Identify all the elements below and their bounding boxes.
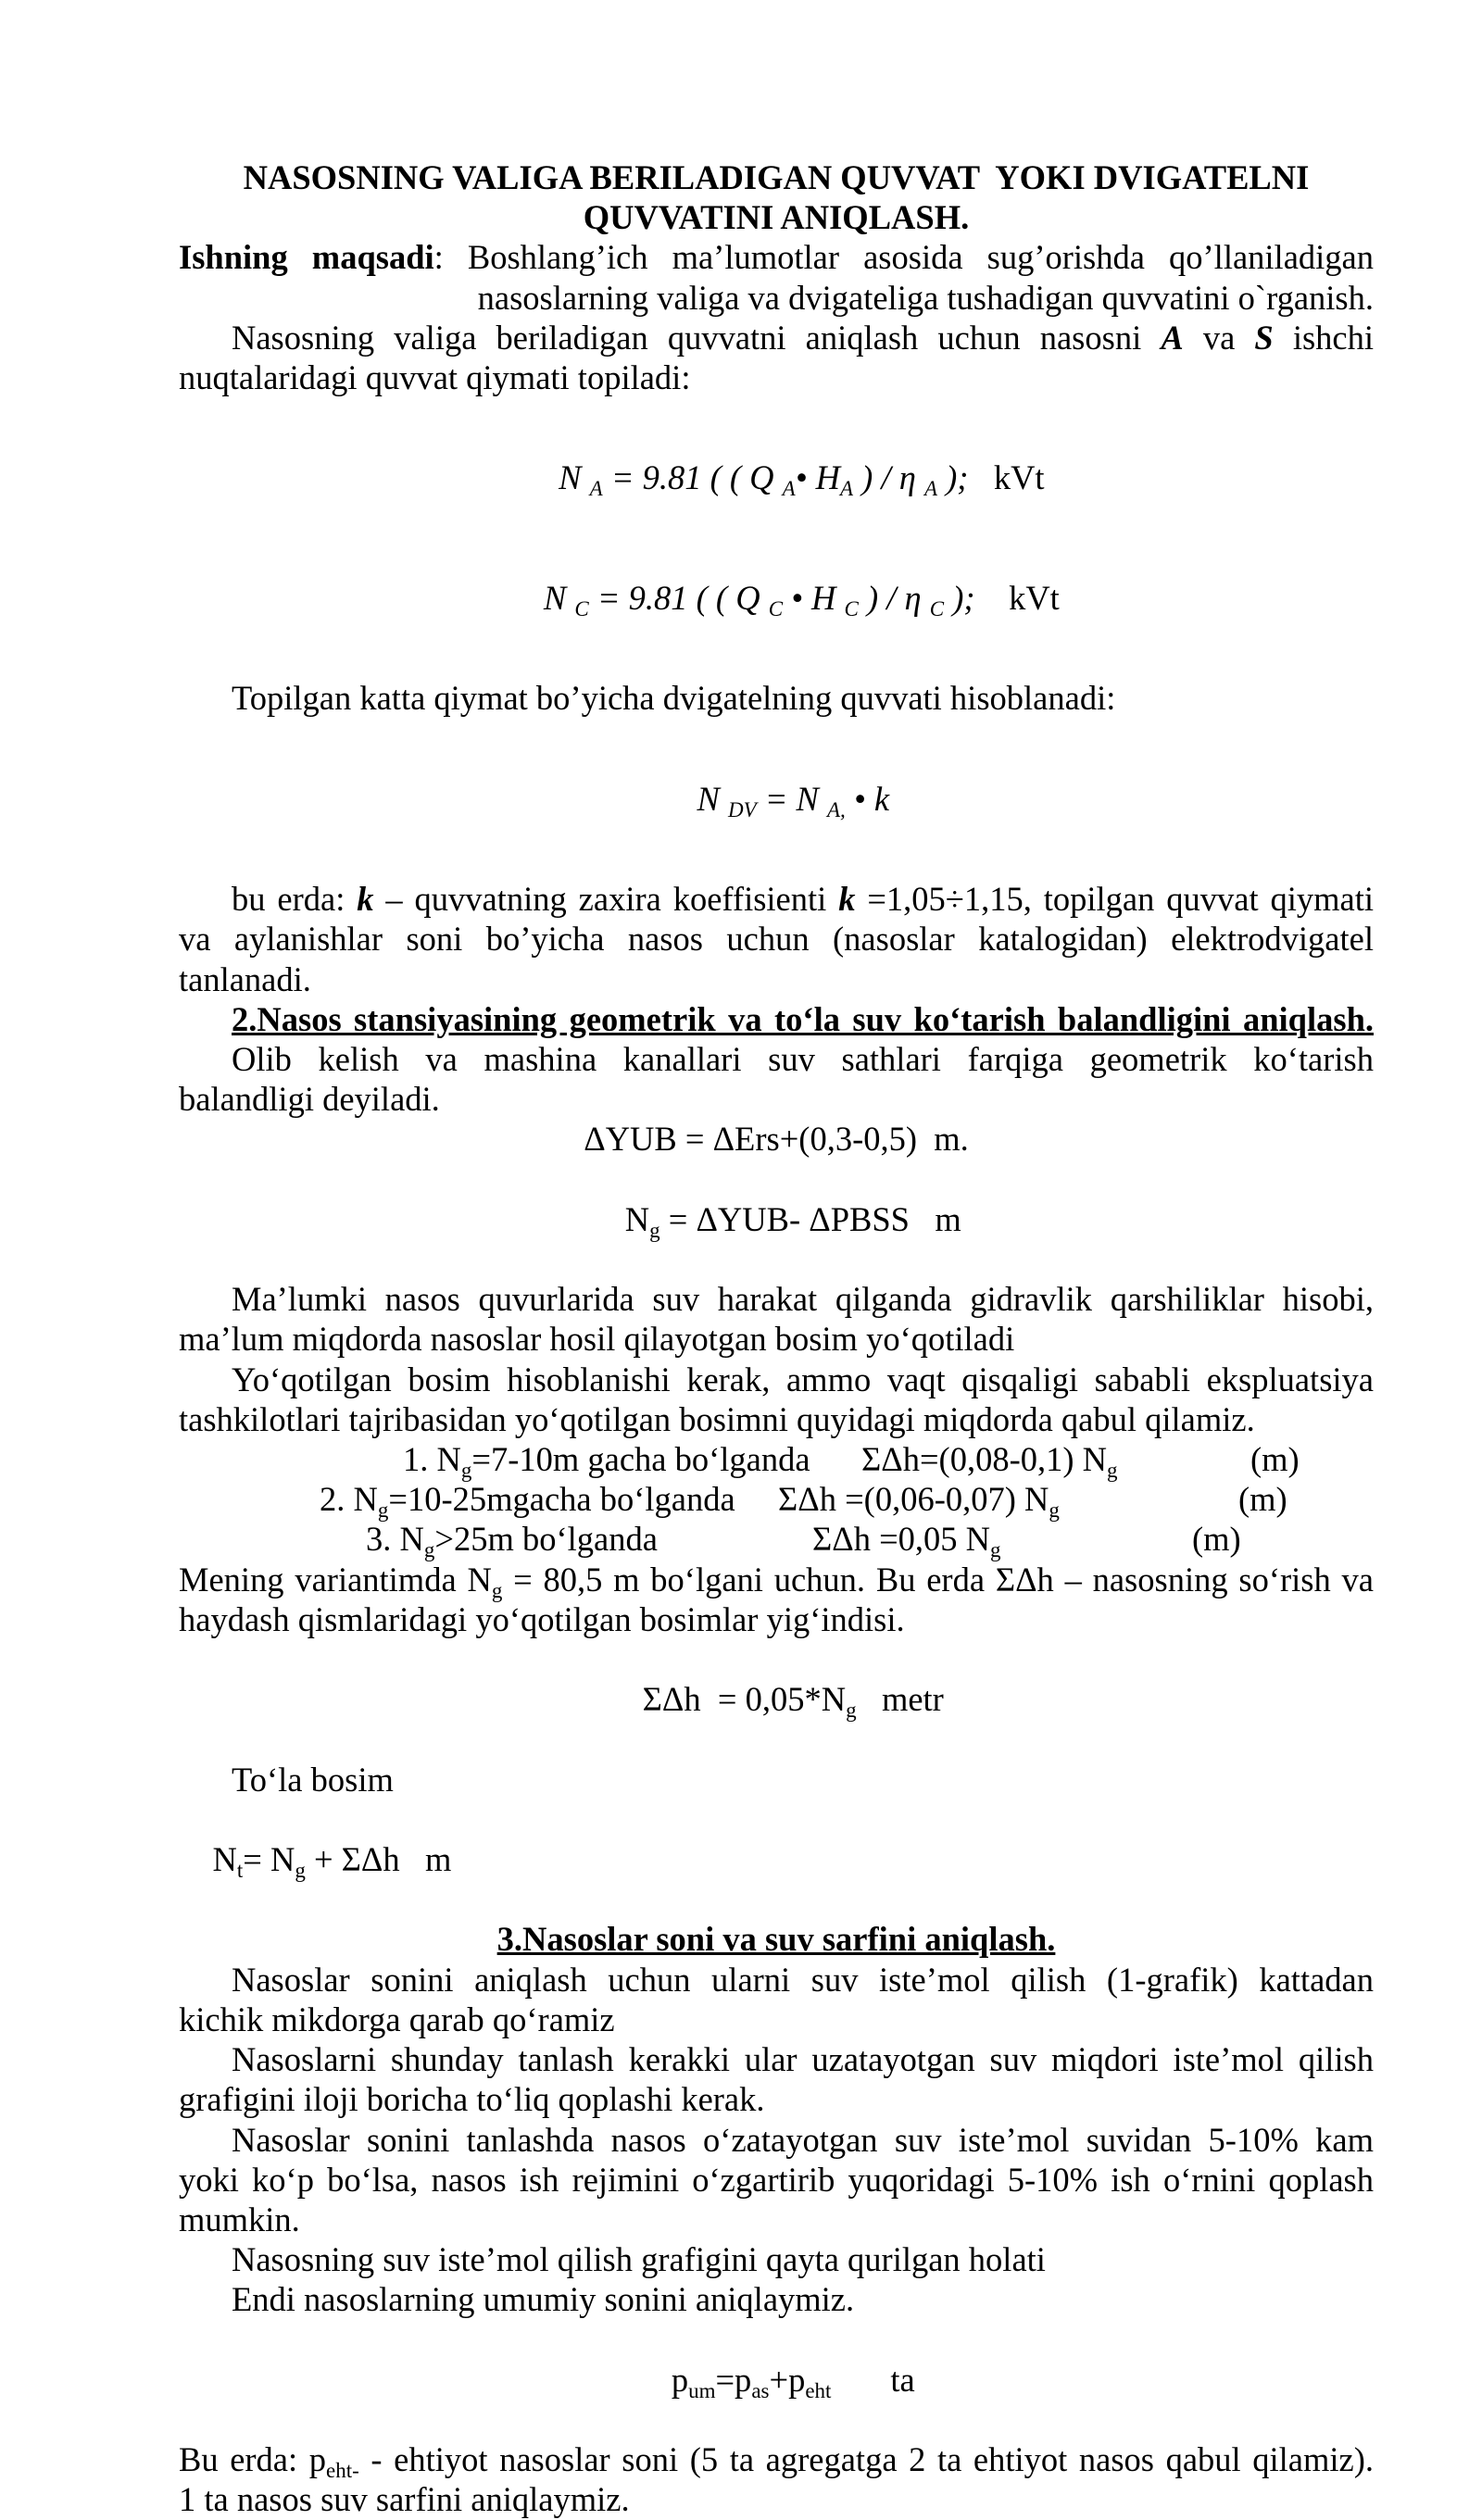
subscript: C [929,597,945,621]
subscript: g [1107,1459,1118,1483]
text-segment: Bu erda: p [179,2440,326,2479]
formula-segment: p [671,2360,689,2399]
formula-yub: ΔYUB = ΔErs+(0,3-0,5) m. [584,1120,969,1159]
text-segment: = 80,5 m bo‘lgani uchun. Bu erda ΣΔh – nasosning so‘rish va [502,1560,1374,1599]
symbol-S: S [1254,318,1274,357]
formula-segment: + ΣΔh m [305,1840,452,1879]
formula-segment: ΣΔh = 0,05*N [642,1680,847,1719]
text-segment: >25m bo‘lganda [434,1520,658,1559]
formula-segment: ta [831,2360,915,2399]
para-tanlashda-line-2: yoki ko‘p bo‘lsa, nasos ish rejimini o‘zgartirib yuqoridagi 5-10% ish o‘rnini qoplash [179,2160,1374,2199]
para-grafik: Nasosning suv iste’mol qilish grafigini qayta qurilgan holati [232,2240,1046,2279]
subscript: A [923,477,938,501]
text-segment: – quvvatning zaxira koeffisienti [373,880,839,919]
subscript: C [844,597,859,621]
text-segment: =7-10m gacha bo‘lganda [471,1440,810,1479]
subscript: eht [805,2378,832,2402]
formula-na [179,418,1374,538]
formula-segment: N [559,458,590,497]
list-item-1 [179,1439,1374,1483]
subscript: C [768,597,784,621]
text-segment: Mening variantimda N [179,1560,492,1599]
formula-segment: N [543,579,575,618]
formula-segment: metr [856,1680,944,1719]
list-item-3 [179,1519,1374,1562]
title-line-1: NASOSNING VALIGA BERILADIGAN QUVVAT YOKI DVIGATELNI [243,158,1310,196]
formula-segment: • H [795,458,840,497]
subscript: A, [826,797,846,821]
list-item-condition [366,1519,658,1562]
formula-segment: +p [769,2360,806,2399]
subscript: g [846,1699,857,1723]
formula-pum [179,2320,1374,2440]
list-item-2 [179,1479,1374,1523]
para-last: 1 ta nasos suv sarfini aniqlaymiz. [179,2480,630,2519]
para-nasoslar-soni-line-1: Nasoslar sonini aniqlash uchun ularni suv iste’mol qilish (1-grafik) kattadan [232,1960,1374,1999]
subscript: A [782,477,796,501]
intro-line-1 [179,237,1374,277]
subscript: g [649,1218,660,1242]
text-segment: ΣΔh =0,05 N [812,1520,991,1559]
text-segment: 2. N [320,1480,378,1519]
unit-kvt: kVt [974,579,1060,618]
para-malumki-line-1: Ma’lumki nasos quvurlarida suv harakat qilganda gidravlik qarshiliklar hisobi, [232,1280,1374,1319]
text-segment: 1. N [403,1440,461,1479]
list-item-formula [778,1479,1060,1523]
intro-lead-bold: Ishning maqsadi [179,238,434,277]
formula-segment: ) / η [853,458,924,497]
list-item-unit: (m) [1250,1440,1300,1479]
formula-sdh [179,1639,1374,1760]
formula-segment: N [624,1199,650,1238]
para-nasosning-line-2: nuqtalaridagi quvvat qiymati topiladi: [179,358,691,397]
formula-nc [179,538,1374,658]
text-segment: =10-25mgacha bo‘lganda [388,1480,735,1519]
subscript: g [491,1578,503,1602]
heading-2: 2.Nasos stansiyasining geometrik va to‘la suv ko‘tarish balandligini aniqlash. [232,999,1374,1038]
symbol-k: k [357,880,374,919]
para-tanlashda-line-3: mumkin. [179,2200,300,2238]
subscript: um [688,2378,716,2402]
text-segment: ishchi [1273,318,1375,357]
para-nasoslar-soni-line-2: kichik mikdorga qarab qo‘ramiz [179,2000,615,2038]
formula-segment: ); [944,579,975,618]
intro-line-2: nasoslarning valiga va dvigateliga tushadigan quvvatini o`rganish. [477,278,1374,317]
list-item-unit: (m) [1238,1480,1287,1519]
para-yoqotilgan-line-1: Yo‘qotilgan bosim hisoblanishi kerak, ammo vaqt qisqaligi sababli ekspluatsiya [232,1360,1374,1398]
formula-segment: = 9.81 ( ( Q [588,579,769,618]
list-item-unit: (m) [1192,1520,1241,1559]
subscript: g [460,1459,472,1483]
formula-segment: • k [845,779,890,818]
text-segment: va [1183,318,1255,357]
para-mening-line-1 [179,1560,1374,1602]
para-nasoslarni-line-1: Nasoslarni shunday tanlash kerakki ular uzatayotgan suv miqdori iste’mol qilish [232,2040,1374,2079]
subscript: A [839,477,854,501]
formula-ndv [179,739,1374,859]
text-segment: =1,05÷1,15, topilgan quvvat qiymati [855,880,1374,919]
subscript: eht- [326,2459,359,2483]
formula-segment: ) / η [858,579,930,618]
para-bu-erda-line-2: va aylanishlar soni bo’yicha nasos uchun (nasoslar katalogidan) elektrodvigatel [179,920,1374,959]
para-endi: Endi nasoslarning umumiy sonini aniqlaymiz. [232,2280,855,2319]
subscript: A [589,477,603,501]
formula-segment: N [697,779,728,818]
subscript: DV [727,797,757,821]
unit-kvt: kVt [968,458,1045,497]
para-olib-line-2: balandligi deyiladi. [179,1080,440,1119]
list-item-formula [861,1439,1118,1483]
text-segment: ΣΔh=(0,08-0,1) N [861,1440,1107,1479]
formula-segment: = N [756,779,827,818]
formula-segment: = N [243,1840,295,1879]
formula-block-na-nc [179,418,1374,658]
list-item-formula [812,1519,1001,1562]
para-nasoslarni-line-2: grafigini iloji boricha to‘liq qoplashi kerak. [179,2080,765,2119]
subscript: g [990,1538,1001,1562]
para-yoqotilgan-line-2: tashkilotlari tajribasidan yo‘qotilgan bosimni quyidagi miqdorda qabul qilamiz. [179,1399,1255,1438]
list-item-condition [320,1479,735,1523]
formula-segment: • H [783,579,845,618]
subscript: t [236,1859,244,1883]
subscript: g [295,1859,306,1883]
subscript: as [751,2378,770,2402]
list-item-condition [403,1439,810,1483]
text-segment: - ehtiyot nasoslar soni (5 ta agregatga 2 ta ehtiyot nasos qabul qilamiz). [358,2440,1375,2479]
para-nasosning-line-1 [179,318,1374,357]
subscript: g [423,1538,435,1562]
symbol-A: A [1161,318,1184,357]
para-malumki-line-2: ma’lum miqdorda nasoslar hosil qilayotgan bosim yo‘qotiladi [179,1320,1015,1359]
text-segment: bu erda: [232,880,358,919]
formula-ng [179,1160,1374,1280]
formula-segment: =p [715,2360,752,2399]
formula-segment: ); [937,458,969,497]
para-tola-bosim: To‘la bosim [232,1760,394,1799]
symbol-k: k [838,880,856,919]
formula-segment: = ΔYUB- ΔPBSS m [659,1199,961,1238]
para-bu-erda-line-1 [179,879,1374,919]
text-segment: : Boshlang’ich ma’lumotlar asosida sug’orishda qo’llaniladigan [433,238,1374,277]
subscript: g [1049,1498,1060,1523]
text-segment: Nasosning valiga beriladigan quvvatni aniqlash uchun nasosni [232,318,1162,357]
para-bu-erda-line-3: tanlanadi. [179,959,311,998]
heading-3: 3.Nasoslar soni va suv sarfini aniqlash. [496,1920,1056,1959]
para-olib-line-1: Olib kelish va mashina kanallari suv sathlari farqiga geometrik ko‘tarish [232,1040,1374,1079]
para-topilgan: Topilgan katta qiymat bo’yicha dvigatelning quvvati hisoblanadi: [232,679,1116,718]
para-tanlashda-line-1: Nasoslar sonini tanlashda nasos o‘zatayotgan suv iste’mol suvidan 5-10% kam [232,2120,1374,2159]
text-segment: ΣΔh =(0,06-0,07) N [778,1480,1049,1519]
para-bu-erda-2 [179,2439,1375,2483]
formula-segment: N [212,1840,237,1879]
subscript: C [574,597,589,621]
text-segment: 3. N [366,1520,424,1559]
para-mening-line-2: haydash qismlaridagi yo‘qotilgan bosimlar yig‘indisi. [179,1599,905,1638]
formula-segment: = 9.81 ( ( Q [602,458,783,497]
title-line-2: QUVVATINI ANIQLASH. [583,198,970,237]
subscript: g [377,1498,389,1523]
formula-nt [179,1799,1374,1920]
